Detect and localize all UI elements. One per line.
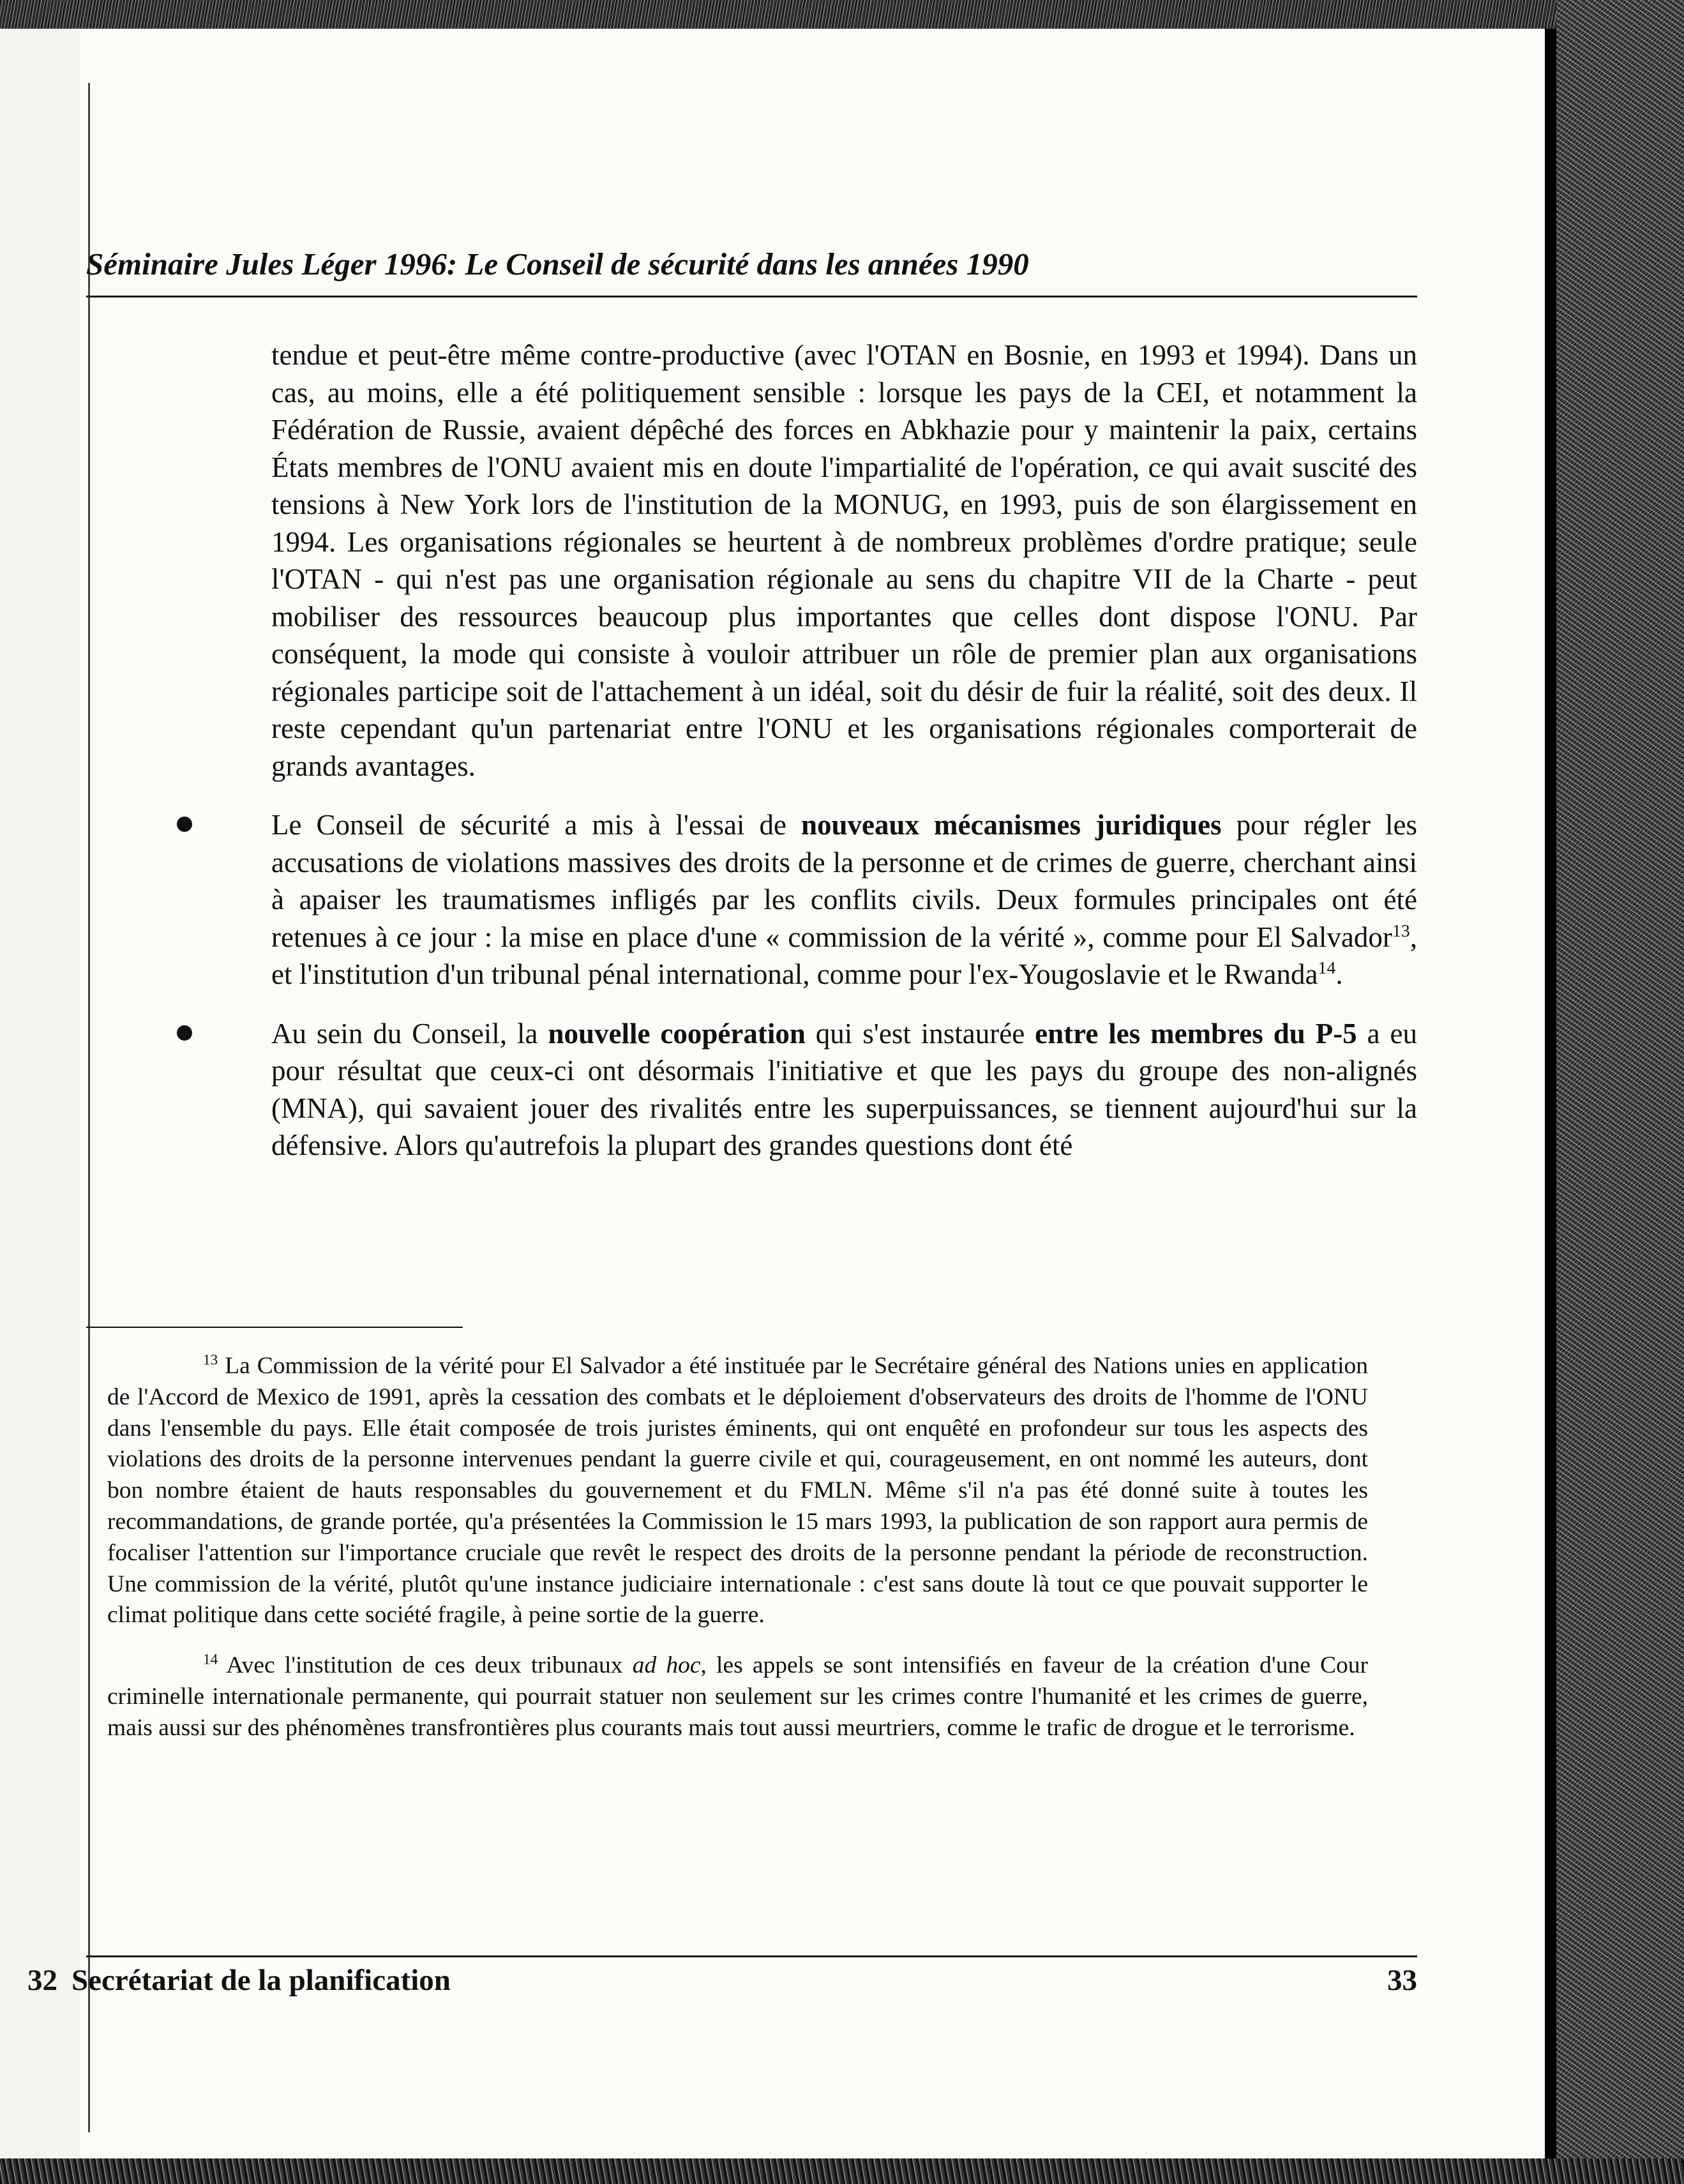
footnote-ref-13[interactable]: 13 bbox=[1392, 921, 1410, 941]
bullet-icon bbox=[177, 817, 192, 832]
header-rule bbox=[86, 296, 1417, 297]
footnote-number: 14 bbox=[203, 1651, 218, 1668]
footer-publisher: Secrétariat de la planification bbox=[71, 1964, 451, 1997]
italic-phrase: ad hoc bbox=[632, 1652, 701, 1679]
bullet-legal-mechanisms: Le Conseil de sécurité a mis à l'essai de nouveaux mécanismes juridiques pour régler les accusations de violations massives des droits de la personne et de crimes de guerre, cherchant ainsi à apaiser les traumatismes infligés par les conflits civils. Deux formules principales ont été retenues à ce jour : la mise en place d'une « commission de la vérité », comme pour El Salvador$^{13}$, et l'institution d'un tribunal pénal international, comme pour l'ex-Yougoslavie et le Rwanda$^{14}$. bbox=[271, 806, 1417, 993]
main-text bbox=[271, 336, 1417, 1164]
scan-edge-right bbox=[1556, 0, 1684, 2184]
footnote-ref-14[interactable]: 14 bbox=[1318, 958, 1336, 978]
footnote-separator bbox=[86, 1327, 463, 1328]
bullet-icon bbox=[177, 1025, 192, 1041]
facing-page-number: 32 bbox=[27, 1964, 57, 1997]
scan-edge-top bbox=[0, 0, 1684, 29]
facing-page-edge bbox=[0, 29, 80, 2158]
binding-gutter-line bbox=[88, 83, 90, 2132]
footnote-14: $^{14}$ Avec l'institution de ces deux tribunaux ad hoc, les appels se sont intensifiés en faveur de la création d'une Cour criminelle internationale permanente, qui pourrait statuer non seulement sur les crimes contre l'humanité et les crimes de guerre, mais aussi sur des phénomènes transfrontières plus courants mais tout aussi meurtriers, comme le trafic de drogue et le terrorisme. bbox=[107, 1651, 1368, 1741]
paragraph-continued: tendue et peut-être même contre-productive (avec l'OTAN en Bosnie, en 1993 et 1994). Dans un cas, au moins, elle a été politiquement sensible : lorsque les pays de la CEI, et notamment la Fédération de Russie, avaient dépêché des forces en Abkhazie pour y maintenir la paix, certains États membres de l'ONU avaient mis en doute l'impartialité de l'opération, ce qui avait suscité des tensions à New York lors de l'institution de la MONUG, en 1993, puis de son élargissement en 1994. Les organisations régionales se heurtent à de nombreux problèmes d'ordre pratique; seule l'OTAN - qui n'est pas une organisation régionale au sens du chapitre VII de la Charte - peut mobiliser des ressources beaucoup plus importantes que celles dont dispose l'ONU. Par conséquent, la mode qui consiste à vouloir attribuer un rôle de premier plan aux organisations régionales participe soit de l'attachement à un idéal, soit du désir de fuir la réalité, soit des deux. Il reste cependant qu'un partenariat entre l'ONU et les organisations régionales comporterait de grands avantages. bbox=[271, 339, 1417, 782]
scan-edge-bottom bbox=[0, 2158, 1684, 2184]
bold-phrase: nouveaux mécanismes juridiques bbox=[801, 809, 1222, 841]
running-header: Séminaire Jules Léger 1996: Le Conseil de sécurité dans les années 1990 bbox=[86, 246, 1029, 282]
footnotes bbox=[107, 1351, 1368, 1744]
footer-rule bbox=[86, 1955, 1417, 1957]
bold-phrase: nouvelle coopération bbox=[548, 1017, 806, 1050]
bullet-p5-cooperation: Au sein du Conseil, la nouvelle coopération qui s'est instaurée entre les membres du P-5 a eu pour résultat que ceux-ci ont désormais l'initiative et que les pays du groupe des non-alignés (MNA), qui savaient jouer des rivalités entre les superpuissances, se tiennent aujourd'hui sur la défensive. Alors qu'autrefois la plupart des grandes questions dont été bbox=[271, 1015, 1417, 1164]
footnote-13: $^{13}$ La Commission de la vérité pour El Salvador a été instituée par le Secrétaire général des Nations unies en application de l'Accord de Mexico de 1991, après la cessation des combats et le déploiement d'observateurs des droits de l'homme de l'ONU dans l'ensemble du pays. Elle était composée de trois juristes éminents, qui ont enquêté en profondeur sur tous les aspects des violations des droits de la personne intervenues pendant la guerre civile et qui, courageusement, en ont nommé les auteurs, dont bon nombre étaient de hauts responsables du gouvernement et du FMLN. Même s'il n'a pas été donné suite à toutes les recommandations, de grande portée, qu'a présentées la Commission le 15 mars 1993, la publication de son rapport aura permis de focaliser l'attention sur l'importance cruciale que revêt le respect des droits de la personne pendant la période de reconstruction. Une commission de la vérité, plutôt qu'une instance judiciaire internationale : c'est sans doute là tout ce que pouvait supporter le climat politique dans cette société fragile, à peine sortie de la guerre. bbox=[107, 1352, 1368, 1629]
bold-phrase: entre les membres du P-5 bbox=[1035, 1017, 1357, 1050]
footnote-number: 13 bbox=[203, 1352, 218, 1369]
page-number: 33 bbox=[1387, 1964, 1417, 1997]
